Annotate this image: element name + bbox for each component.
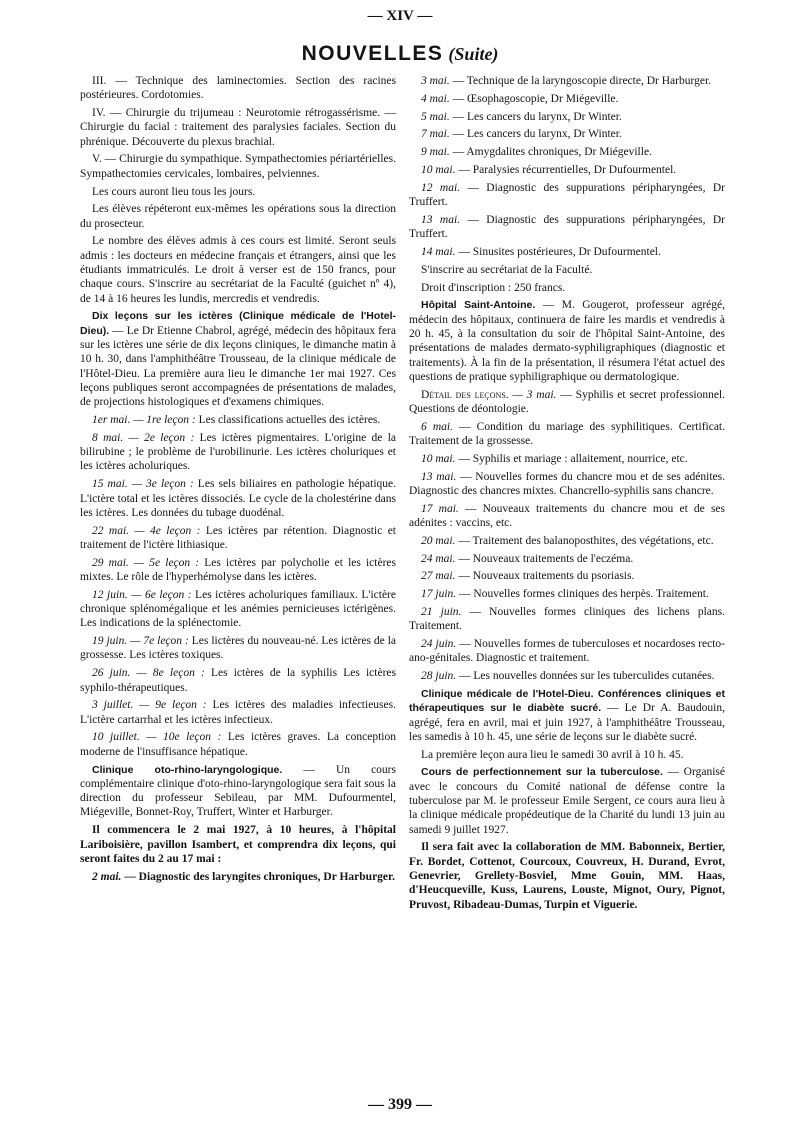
- item-body: — M. Gougerot, professeur agrégé, médecin des hôpitaux, continuera de faire les mardis et vendredis à 20 h. 45, à la consultation du soir de l'hôpital Saint-Antoine, des présentations de malades dermato-syphiligraphiques (diagnostic et traitements). À la fin de la présentation, il résumera l'état actuel des questions de pratique syphiligraphique ou dermatologique.: [409, 299, 725, 383]
- lesson-date: 6 mai.: [421, 420, 453, 433]
- lesson-text: Les ictères de la syphilis Les ictères syphilo-thérapeutiques.: [80, 667, 396, 694]
- item-heading: Dix leçons sur les ictères (Clinique médicale de l'Hotel-Dieu).: [80, 310, 396, 337]
- lesson-entry: [409, 74, 725, 88]
- paragraph: V. — Chirurgie du sympathique. Sympathectomies périartérielles. Sympathectomies cervicales, lombaires, pelviennes.: [80, 153, 396, 180]
- lesson-date: 24 mai.: [421, 552, 456, 565]
- paragraph: Il sera fait avec la collaboration de MM. Babonneix, Bertier, Fr. Bordet, Cottenot, Courcoux, Couvreux, H. Durand, Evrot, Genevrier, Grellety-Bosviel, Mme Gouin, MM. Haas, d'Heucqueville, Kuss, Laurens, Louste, Mignot, Oury, Pignot, Pruvost, Ribadeau-Dumas, Turpin et Viguerie.: [409, 841, 725, 911]
- lesson-text: — Œsophagoscopie, Dr Miégeville.: [449, 92, 619, 105]
- lesson-text: — Nouvelles formes du chancre mou et de ses adénites. Diagnostic des chancres mixtes. Chancrello-syphilis sans chancre.: [409, 470, 725, 497]
- lesson-text: — Nouveaux traitements de l'eczéma.: [455, 552, 634, 565]
- lesson-text: — Traitement des balanoposthites, des végétations, etc.: [455, 534, 714, 547]
- lesson-date: 12 juin. — 6e leçon :: [92, 588, 192, 601]
- lesson-text: Les ictères pigmentaires. L'origine de la bilirubine ; le problème de l'urobilinurie. Les ictères choluriques et les ictères acholuriques.: [80, 431, 396, 473]
- lesson-entry: [409, 92, 725, 106]
- lesson-entry: [80, 413, 396, 427]
- lesson-entry: [409, 470, 725, 499]
- lesson-entry: [409, 213, 725, 242]
- left-column: [80, 74, 396, 887]
- lesson-date: 2 mai.: [92, 870, 122, 883]
- lesson-text: — Diagnostic des suppurations péripharyngées, Dr Truffert.: [409, 181, 726, 209]
- lesson-date: 26 juin. — 8e leçon :: [92, 667, 205, 680]
- lesson-date: 10 juillet. — 10e leçon :: [92, 731, 222, 744]
- paragraph: Les cours auront lieu tous les jours.: [92, 185, 256, 198]
- lesson-text: — Technique de la laryngoscopie directe, Dr Harburger.: [449, 75, 712, 87]
- lesson-date: 22 mai. — 4e leçon :: [92, 524, 201, 537]
- news-item: [409, 765, 725, 836]
- lesson-text: — Les nouvelles données sur les tuberculides cutanées.: [456, 670, 715, 683]
- lesson-entry: [80, 524, 396, 553]
- lesson-entry: [409, 420, 725, 449]
- lesson-entry: [409, 552, 725, 566]
- item-body: — Le Dr Etienne Chabrol, agrégé, médecin des hôpitaux fera sur les ictères une série de dix leçons cliniques, le dimanche matin à 10 h. 30, dans l'amphithéâtre Trousseau, de la clinique médicale de l'Hôtel-Dieu. La première aura lieu le dimanche 1er mai 1927. Ces leçons publiques seront accompagnées de présentations de malades, de projections histologiques et d'examens chimiques.: [80, 324, 396, 409]
- lesson-entry: [409, 245, 725, 259]
- lesson-text: Les ictères par polycholie et les ictères mixtes. Le rôle de l'hyperhémolyse dans les ictères.: [80, 556, 396, 583]
- lesson-entry: [80, 730, 396, 759]
- item-heading: Clinique oto-rhino-laryngologique.: [92, 763, 283, 776]
- lesson-date: 28 juin.: [421, 670, 457, 683]
- lesson-date: 17 juin.: [421, 588, 457, 601]
- lesson-date: 15 mai. — 3e leçon :: [92, 478, 194, 491]
- item-body: — Organisé avec le concours du Comité national de défense contre la tuberculose par M. le professeur Emile Sergent, ce cours aura lieu à la clinique médicale propédeutique de la Charité du lundi 13 juin au samedi 9 juillet 1927.: [409, 766, 725, 836]
- lesson-text: Les ictères par rétention. Diagnostic et traitement de l'ictère lithiasique.: [80, 524, 396, 551]
- lesson-entry: [409, 569, 725, 583]
- right-column: [409, 74, 725, 915]
- lesson-entry: [80, 588, 396, 631]
- lesson-date: 29 mai. — 5e leçon :: [92, 556, 200, 569]
- lesson-text: Les ictères acholuriques familiaux. L'ictère chronique splénomégalique et les anémies pernicieuses ictérigènes. Les indications de la splénectomie.: [80, 588, 396, 630]
- lesson-entry: [409, 127, 725, 141]
- lesson-date: 21 juin.: [421, 606, 462, 618]
- lesson-date: 17 mai.: [421, 502, 459, 515]
- item-heading: Cours de perfectionnement sur la tuberculose.: [421, 766, 663, 779]
- lesson-date: 13 mai.: [421, 470, 457, 483]
- lesson-text: Les sels biliaires en pathologie hépatique. L'ictère total et les ictères dissociés. Le cycle de la cholestérine dans les ictères. Les données du tubage duodénal.: [80, 478, 396, 519]
- paragraph: IV. — Chirurgie du trijumeau : Neurotomie rétrogassérisme. — Chirurgie du facial : traitement des paralysies faciales. Section du phrénique. Découverte du plexus brachial.: [80, 107, 396, 148]
- lesson-date: 19 juin. — 7e leçon :: [92, 635, 189, 648]
- paragraph: Le nombre des élèves admis à ces cours est limité. Seront seuls admis : les docteurs en médecine français et étrangers, ainsi que les étudiants immatriculés. Le droit à verser est de 150 francs, pour chaque cours. S'inscrire au secrétariat de la Faculté (guichet nº 4), de 14 à 16 heures les lundis, mercredis et vendredis.: [80, 235, 396, 305]
- lesson-date: 7 mai.: [421, 128, 450, 141]
- lesson-text: Les classifications actuelles des ictères.: [195, 414, 381, 427]
- lesson-date: 14 mai.: [421, 245, 456, 258]
- lesson-text: — Nouveaux traitements du chancre mou et de ses adénites : vaccins, etc.: [409, 502, 726, 530]
- lesson-text: — Diagnostic des laryngites chroniques, Dr Harburger.: [121, 870, 395, 883]
- lesson-entry: [409, 669, 725, 683]
- item-heading: Clinique médicale de l'Hotel-Dieu. Conférences cliniques et thérapeutiques sur le diabète sucré.: [409, 687, 725, 715]
- news-item: [409, 298, 725, 384]
- news-item: [409, 687, 725, 744]
- title-suffix: (Suite): [448, 44, 499, 64]
- lesson-entry: [409, 637, 725, 666]
- lesson-date: 1er mai. — 1re leçon :: [92, 414, 196, 427]
- lesson-text: — Nouvelles formes de tuberculoses et nocardoses recto-ano-génitales. Diagnostic et traitement.: [409, 638, 725, 665]
- lesson-text: — Nouvelles formes cliniques des lichens plans. Traitement.: [409, 606, 725, 633]
- lesson-entry: [80, 698, 396, 727]
- lesson-date: 20 mai.: [421, 534, 456, 547]
- lesson-entry: [409, 145, 725, 159]
- lesson-entry: [409, 587, 725, 601]
- lesson-text: — Les cancers du larynx, Dr Winter.: [449, 128, 622, 141]
- lesson-entry: [409, 534, 725, 548]
- lesson-date: 10 mai.: [421, 452, 456, 465]
- lesson-date: 12 mai.: [421, 181, 461, 194]
- item-heading: Hôpital Saint-Antoine.: [421, 299, 536, 312]
- page-header: — XIV —: [367, 8, 433, 24]
- section-title: [0, 42, 800, 66]
- lesson-entry: [80, 666, 396, 695]
- lesson-text: — Nouvelles formes cliniques des herpès. Traitement.: [456, 588, 709, 601]
- lesson-text: — Nouveaux traitements du psoriasis.: [455, 570, 635, 583]
- paragraph: La première leçon aura lieu le samedi 30 avril à 10 h. 45.: [421, 748, 684, 761]
- lesson-text: — Diagnostic des suppurations péripharyngées, Dr Truffert.: [409, 213, 726, 241]
- lesson-entry: [80, 477, 396, 520]
- lesson-entry: [409, 110, 725, 124]
- lesson-entry: [409, 452, 725, 466]
- lesson-text: — Sinusites postérieures, Dr Dufourmentel.: [455, 245, 661, 258]
- lesson-entry: [409, 163, 725, 177]
- lesson-date: 13 mai.: [421, 213, 461, 226]
- lesson-date: 3 juillet. — 9e leçon :: [92, 699, 207, 712]
- lesson-entry: [80, 870, 396, 884]
- lesson-text: — Les cancers du larynx, Dr Winter.: [449, 110, 622, 123]
- paragraph: Il commencera le 2 mai 1927, à 10 heures, à l'hôpital Lariboisière, pavillon Isambert, et comprendra dix leçons, qui seront faites du 2 au 17 mai :: [80, 824, 396, 865]
- lesson-label: Détail des leçons.: [421, 388, 509, 401]
- paragraph: Les élèves répéteront eux-mêmes les opérations sous la direction du prosecteur.: [80, 203, 396, 230]
- lesson-date: 4 mai.: [421, 92, 450, 105]
- lesson-text: — Syphilis et secret professionnel. Questions de déontologie.: [409, 388, 725, 415]
- lesson-text: — Amygdalites chroniques, Dr Miégeville.: [449, 146, 652, 159]
- paragraph: S'inscrire au secrétariat de la Faculté.: [421, 263, 593, 276]
- lesson-date: 27 mai.: [421, 570, 456, 583]
- item-body: — Un cours complémentaire clinique d'oto-rhino-laryngologique sera fait sous la direction du professeur Sebileau, par MM. Dufourmentel, Miégeville, Bonnet-Roy, Truffert, Winter et Harburger.: [80, 763, 396, 819]
- lesson-date: 5 mai.: [421, 110, 450, 123]
- lesson-entry: [409, 502, 725, 531]
- lesson-date: 9 mai.: [421, 146, 450, 159]
- lesson-text: — Syphilis et mariage : allaitement, nourrice, etc.: [455, 452, 688, 465]
- lesson-entry: [409, 388, 725, 417]
- lesson-date: — 3 mai.: [508, 388, 557, 401]
- lesson-date: 10 mai.: [421, 163, 456, 176]
- lesson-text: Les ictères des maladies infectieuses. L'ictère cartarrhal et les ictères infectieux.: [80, 699, 396, 726]
- lesson-date: 24 juin.: [421, 638, 457, 651]
- title-text: NOUVELLES: [301, 42, 444, 65]
- item-body: — Le Dr A. Baudouin, agrégé, fera en avril, mai et juin 1927, à l'amphithéâtre Trousseau, les samedis à 10 h. 45, une série de leçons sur le diabète sucré.: [409, 702, 725, 743]
- lesson-text: Les ictères graves. La conception moderne de l'insuffisance hépatique.: [80, 731, 396, 758]
- lesson-date: 8 mai. — 2e leçon :: [92, 431, 195, 444]
- lesson-text: Les lictères du nouveau-né. Les ictères de la grossesse. Les ictères toxiques.: [80, 635, 397, 662]
- lesson-date: 3 mai.: [421, 75, 450, 87]
- lesson-entry: [409, 181, 725, 210]
- paragraph: Droit d'inscription : 250 francs.: [421, 281, 566, 294]
- lesson-entry: [80, 431, 396, 474]
- lesson-entry: [80, 634, 396, 663]
- news-item: [80, 309, 396, 409]
- page-number: — 399 —: [368, 1096, 432, 1113]
- lesson-text: — Condition du mariage des syphilitiques. Certificat. Traitement de la grossesse.: [409, 420, 726, 448]
- paragraph: III. — Technique des laminectomies. Section des racines postérieures. Cordotomies.: [80, 75, 396, 102]
- lesson-entry: [80, 556, 396, 585]
- news-item: [80, 763, 396, 820]
- lesson-text: — Paralysies récurrentielles, Dr Dufourmentel.: [455, 163, 677, 176]
- lesson-entry: [409, 605, 725, 634]
